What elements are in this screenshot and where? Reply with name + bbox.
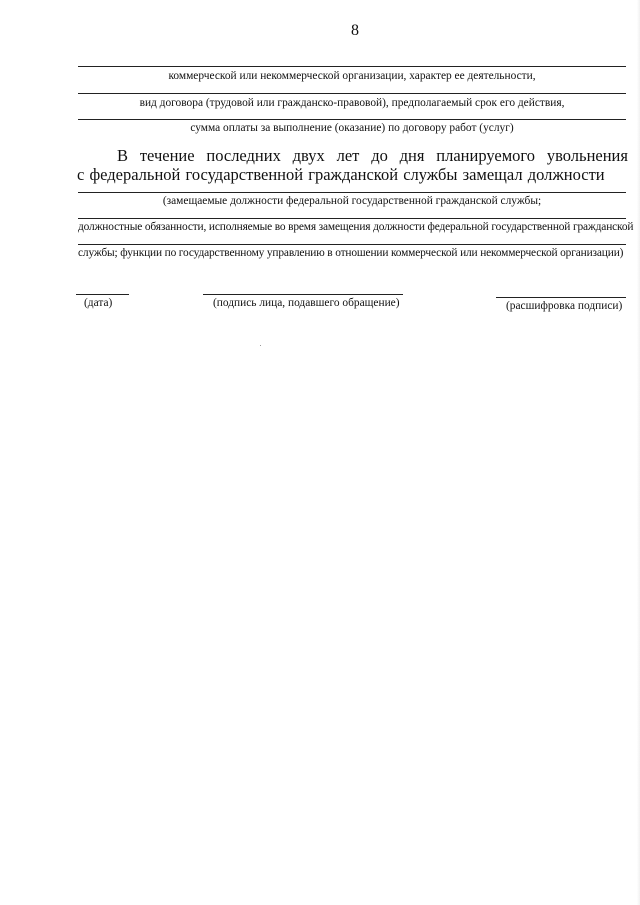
transcript-line bbox=[496, 297, 626, 298]
payment-line bbox=[78, 119, 626, 120]
signature-label: (подпись лица, подавшего обращение) bbox=[213, 297, 400, 309]
statement-word: двух bbox=[292, 146, 325, 165]
duties-line-2 bbox=[78, 244, 626, 245]
duties-caption-1: должностные обязанности, исполняемые во время замещения должности федеральной государственной гражданской bbox=[78, 221, 634, 233]
positions-line bbox=[78, 192, 626, 193]
page-number: 8 bbox=[351, 22, 359, 39]
date-label: (дата) bbox=[84, 297, 113, 309]
statement-line-1 bbox=[117, 147, 628, 165]
contract-line bbox=[78, 93, 626, 94]
positions-caption: (замещаемые должности федеральной государственной гражданской службы; bbox=[162, 195, 542, 207]
statement-word: последних bbox=[206, 146, 281, 165]
duties-caption-2: службы; функции по государственному управлению в отношении коммерческой или некоммерческой организации) bbox=[78, 247, 624, 259]
statement-word: увольнения bbox=[546, 146, 628, 165]
payment-caption: сумма оплаты за выполнение (оказание) по договору работ (услуг) bbox=[190, 122, 514, 134]
statement-word: планируемого bbox=[436, 146, 536, 165]
statement-word: дня bbox=[399, 146, 425, 165]
contract-caption: вид договора (трудовой или гражданско-правовой), предполагаемый срок его действия, bbox=[139, 97, 565, 109]
duties-line-1 bbox=[78, 218, 626, 219]
scan-speck bbox=[260, 345, 261, 346]
signature-line bbox=[203, 294, 403, 295]
statement-word: течение bbox=[139, 146, 195, 165]
statement-word: лет bbox=[336, 146, 360, 165]
statement-word: до bbox=[371, 146, 388, 165]
statement-word: В bbox=[117, 146, 129, 165]
date-line bbox=[76, 294, 129, 295]
transcript-label: (расшифровка подписи) bbox=[506, 300, 623, 312]
organization-caption: коммерческой или некоммерческой организации, характер ее деятельности, bbox=[168, 70, 536, 82]
organization-line bbox=[78, 66, 626, 67]
statement-line-2: с федеральной государственной гражданской службы замещал должности bbox=[77, 165, 605, 184]
